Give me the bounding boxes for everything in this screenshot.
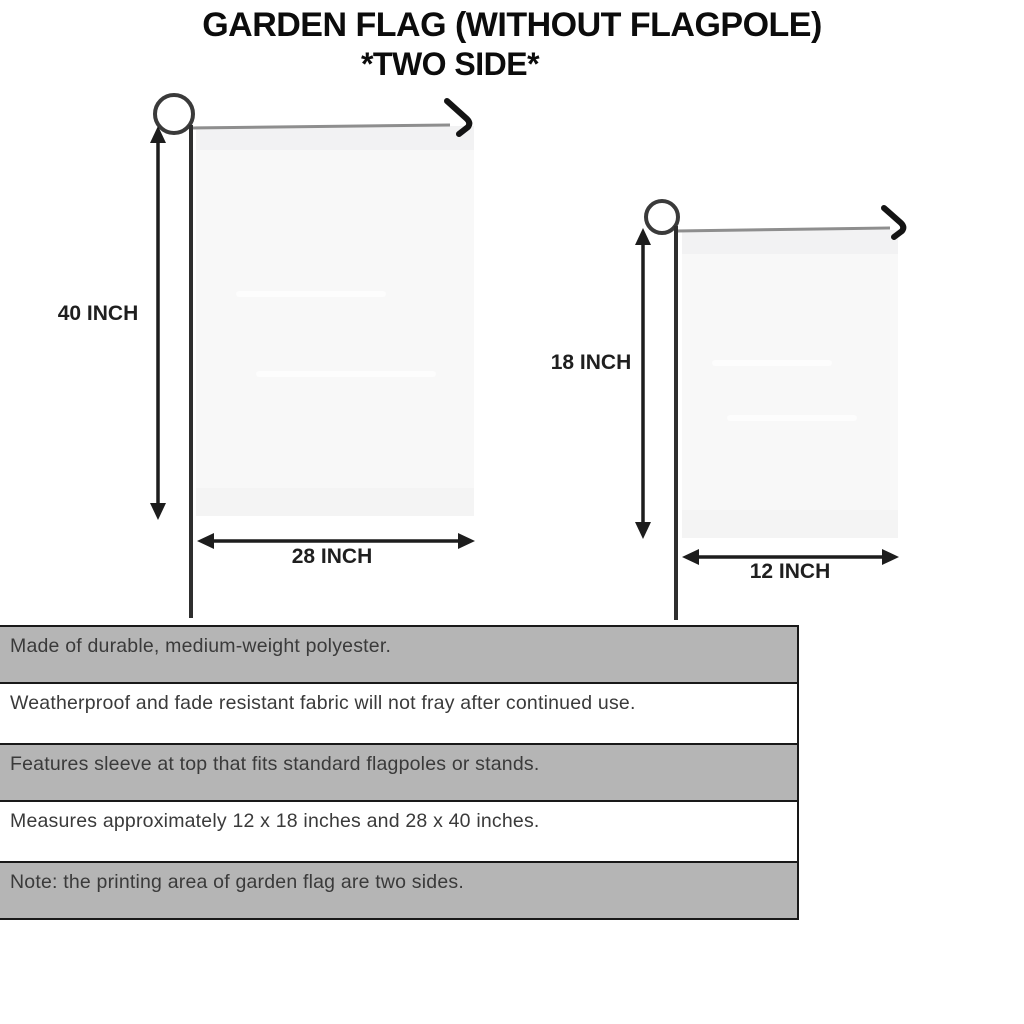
hanger-rod-icon: [190, 125, 450, 128]
feature-row: Weatherproof and fade resistant fabric will not fray after continued use.: [0, 684, 797, 743]
height-dimension-arrow-icon: [635, 228, 651, 539]
flagpole-icon: [646, 201, 678, 620]
small-flag-height-label: 18 INCH: [550, 351, 632, 374]
feature-row: Note: the printing area of garden flag are two sides.: [0, 861, 797, 920]
hanger-hook-icon: [884, 208, 903, 237]
small-flag-width-label: 12 INCH: [749, 560, 831, 583]
feature-row: Features sleeve at top that fits standard flagpoles or stands.: [0, 743, 797, 802]
page-subtitle: *TWO SIDE*: [360, 46, 540, 82]
large-flag-height-label: 40 INCH: [57, 302, 139, 325]
hanger-rod-icon: [676, 228, 890, 231]
page-title: GARDEN FLAG (WITHOUT FLAGPOLE): [202, 6, 822, 44]
large-flag-width-label: 28 INCH: [291, 545, 373, 568]
large-flag-rig: [50, 85, 500, 630]
flagpole-icon: [155, 95, 193, 618]
small-flag-rig: [540, 195, 920, 625]
feature-list: [0, 625, 799, 920]
feature-row: Made of durable, medium-weight polyester.: [0, 625, 797, 684]
hanger-hook-icon: [447, 101, 469, 134]
feature-row: Measures approximately 12 x 18 inches and 28 x 40 inches.: [0, 802, 797, 861]
